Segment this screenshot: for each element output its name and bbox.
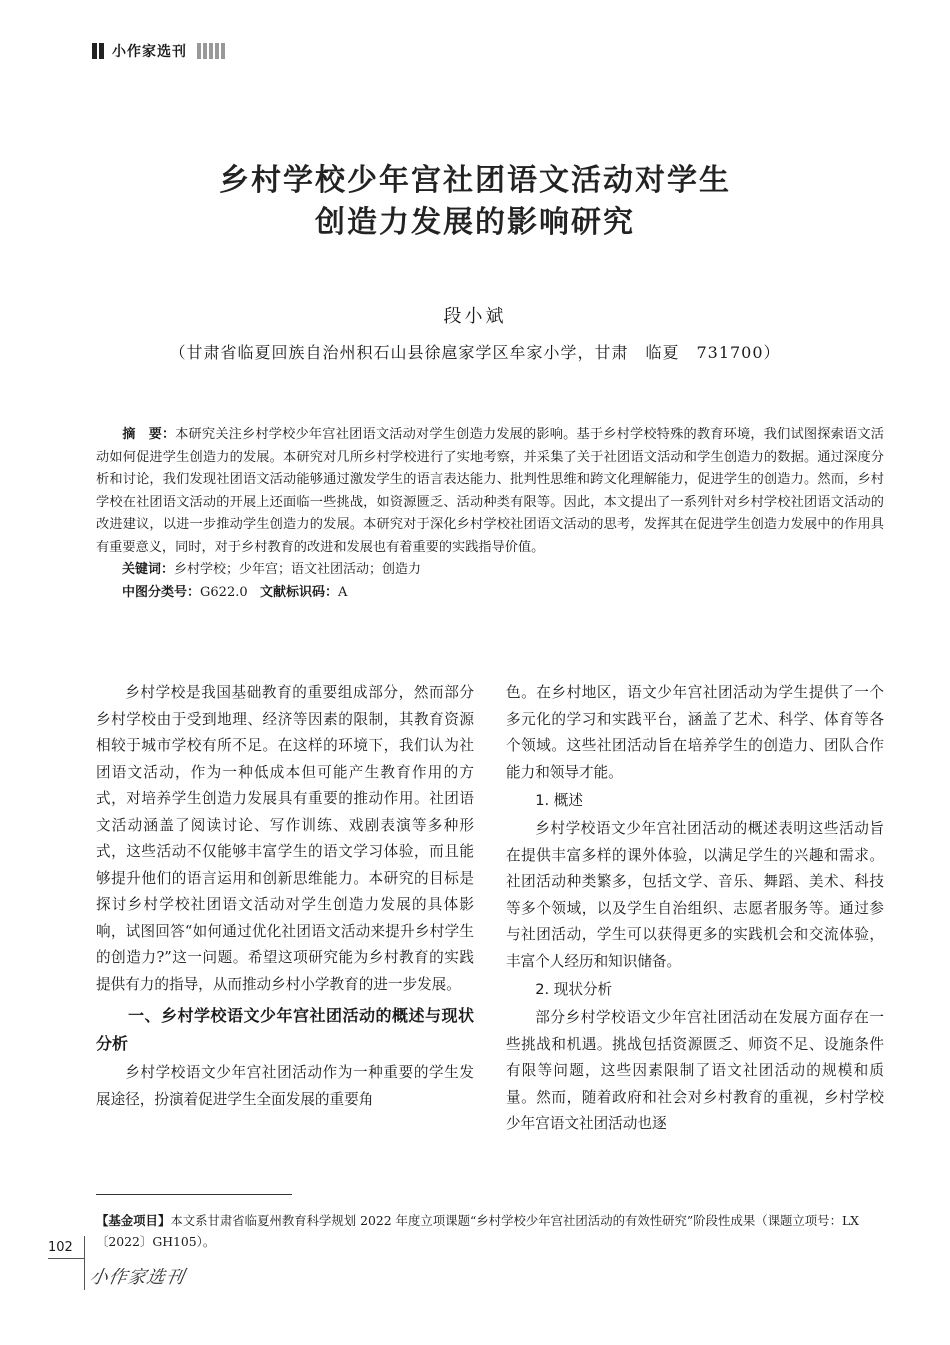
header-stripe-icon — [197, 43, 225, 59]
article-title — [0, 160, 950, 244]
subheading-status: 2. 现状分析 — [535, 981, 613, 998]
body-right-column — [506, 680, 884, 1138]
author-name: 段小斌 — [443, 306, 507, 327]
funding-footnote — [96, 1210, 884, 1252]
subheading-overview: 1. 概述 — [535, 792, 583, 809]
journal-name: 小作家选刊 — [112, 44, 187, 60]
section-1-paragraph: 乡村学校语文少年宫社团活动作为一种重要的学生发展途径，扮演着促进学生全面发展的重要角 — [96, 1064, 474, 1108]
body-left-column — [96, 680, 474, 1113]
intro-paragraph: 乡村学校是我国基础教育的重要组成部分，然而部分乡村学校由于受到地理、经济等因素的限制，其教育资源相较于城市学校有所不足。在这样的环境下，我们认为社团语文活动，作为一种低成本但可能产生教育作用的方式，对培养学生创造力发展具有重要的推动作用。社团语文活动涵盖了阅读讨论、写作训练、戏剧表演等多种形式，这些活动不仅能够丰富学生的语文学习体验，而且能够提升他们的语言运用和创新思维能力。本研究的目标是探讨乡村学校社团语文活动对学生创造力发展的具体影响，试图回答“如何通过优化社团语文活动来提升乡村学生的创造力?”这一问题。希望这项研究能为乡村教育的实践提供有力的指导，从而推动乡村小学教育的进一步发展。 — [96, 684, 474, 993]
section-heading-1: 一、乡村学校语文少年宫社团活动的概述与现状分析 — [96, 1006, 474, 1053]
keywords-label: 关键词： — [122, 562, 175, 577]
classification-line — [96, 582, 884, 605]
title-line-2: 创造力发展的影响研究 — [315, 205, 635, 240]
overview-paragraph: 乡村学校语文少年宫社团活动的概述表明这些活动旨在提供丰富多样的课外体验，以满足学生的兴趣和需求。社团活动种类繁多，包括文学、音乐、舞蹈、美术、科技等多个领域，以及学生自治组织、志愿者服务等。通过参与社团活动，学生可以获得更多的实践机会和交流体验，丰富个人经历和知识储备。 — [506, 820, 884, 970]
journal-header — [92, 40, 225, 62]
abstract-label: 摘 要： — [122, 427, 176, 442]
keywords-text: 乡村学校；少年宫；语文社团活动；创造力 — [174, 562, 422, 577]
footnote-label: 【基金项目】 — [96, 1213, 171, 1228]
title-line-1: 乡村学校少年宫社团语文活动对学生 — [219, 163, 731, 198]
abstract-paragraph — [96, 424, 884, 559]
clc-value: G622.0 — [200, 584, 248, 600]
doc-code-label: 文献标识码： — [260, 584, 339, 600]
author-affiliation: （甘肃省临夏回族自治州积石山县徐扈家学区牟家小学，甘肃 临夏 731700） — [169, 343, 781, 362]
abstract-block — [96, 424, 884, 604]
footnote-text: 本文系甘肃省临夏州教育科学规划 2022 年度立项课题“乡村学校少年宫社团活动的有效性研究”阶段性成果（课题立项号：LX〔2022〕GH105）。 — [96, 1213, 860, 1249]
header-bars-icon — [92, 43, 104, 59]
continued-paragraph: 色。在乡村地区，语文少年宫社团活动为学生提供了一个多元化的学习和实践平台，涵盖了艺术、科学、体育等各个领域。这些社团活动旨在培养学生的创造力、团队合作能力和领导才能。 — [506, 684, 884, 781]
footer-horizontal-rule — [48, 1258, 84, 1259]
journal-logo: 小作家选刊 — [87, 1267, 187, 1288]
status-paragraph: 部分乡村学校语文少年宫社团活动在发展方面存在一些挑战和机遇。挑战包括资源匮乏、师资不足、设施条件有限等问题，这些因素限制了语文社团活动的规模和质量。然而，随着政府和社会对乡村教育的重视，乡村学校少年宫语文社团活动也逐 — [506, 1009, 884, 1132]
abstract-text: 本研究关注乡村学校少年宫社团语文活动对学生创造力发展的影响。基于乡村学校特殊的教育环境，我们试图探索语文活动如何促进学生创造力的发展。本研究对几所乡村学校进行了实地考察，并采集了关于社团语文活动和学生创造力的数据。通过深度分析和讨论，我们发现社团语文活动能够通过激发学生的语言表达能力、批判性思维和跨文化理解能力，促进学生的创造力。然而，乡村学校在社团语文活动的开展上还面临一些挑战，如资源匮乏、活动种类有限等。因此，本文提出了一系列针对乡村学校社团语文活动的改进建议，以进一步推动学生创造力的发展。本研究对于深化乡村学校社团语文活动的思考，发挥其在促进学生创造力发展中的作用具有重要意义，同时，对于乡村教育的改进和发展也有着重要的实践指导价值。 — [96, 427, 884, 555]
doc-code-value: A — [338, 584, 348, 600]
clc-label: 中图分类号： — [122, 584, 201, 600]
page-number: 102 — [48, 1240, 73, 1255]
footnote-divider — [96, 1194, 292, 1195]
keywords-line — [96, 559, 884, 582]
footer-vertical-rule — [84, 1236, 85, 1290]
